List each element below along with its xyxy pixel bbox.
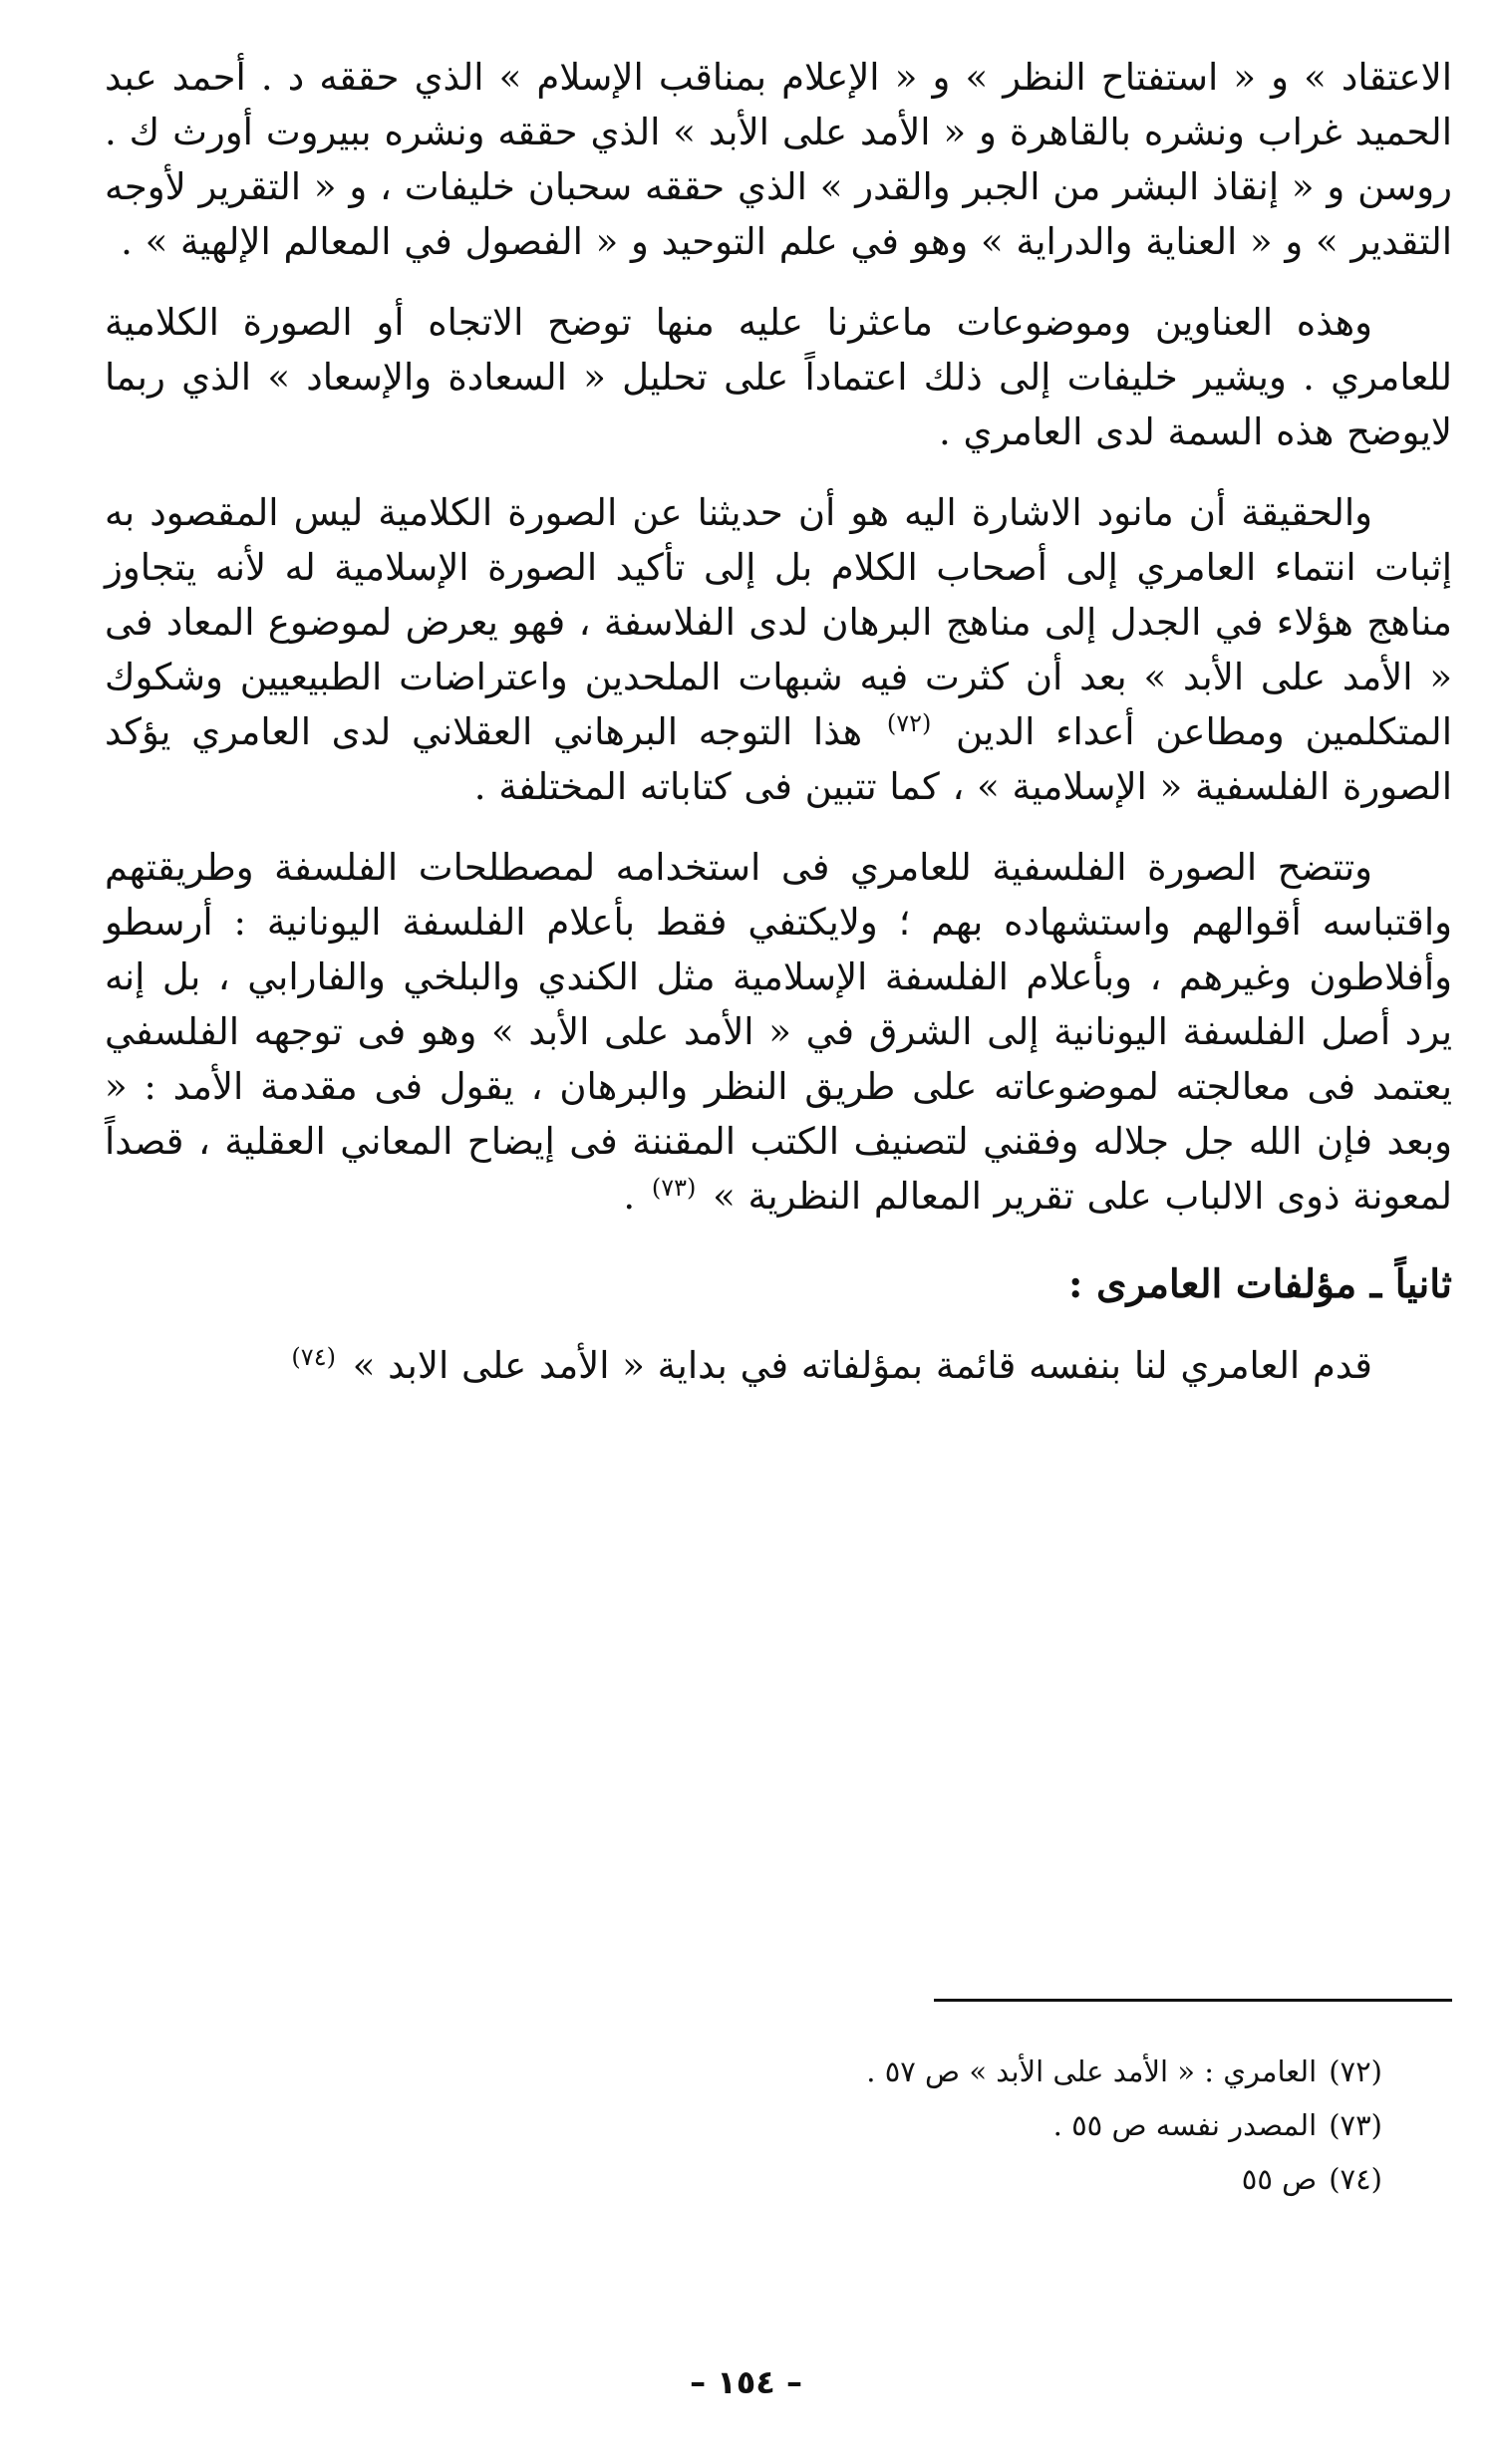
footnotes <box>525 2045 1382 2206</box>
footnote-73 <box>525 2098 1382 2152</box>
footnote-number: (٧٢) <box>1329 2054 1382 2088</box>
paragraph-5-text: قدم العامري لنا بنفسه قائمة بمؤلفاته في بداية « الأمد على الابد » <box>352 1344 1372 1387</box>
footnote-text: ص ٥٥ <box>1241 2162 1318 2196</box>
note-ref-72[interactable]: (٧٢) <box>886 708 932 737</box>
paragraph-3-text-b: هذا التوجه البرهاني العقلاني لدى العامري يؤكد الصورة الفلسفية « الإسلامية » ، كما تتبين فى كتاباته المختلفة . <box>105 710 1452 808</box>
page-body <box>105 50 1452 1419</box>
paragraph-1-text: الاعتقاد » و « استفتاح النظر » و « الإعلام بمناقب الإسلام » الذي حققه د . أحمد عبد الحميد غراب ونشره بالقاهرة و « الأمد على الأبد » الذي حققه ونشره ببيروت أورث ك . روسن و « إنقاذ البشر من الجبر والقدر » الذي حققه سحبان خليفات ، و « التقرير لأوجه التقدير » و « العناية والدراية » وهو في علم التوحيد و « الفصول في المعالم الإلهية » . <box>105 56 1452 263</box>
note-ref-73[interactable]: (٧٣) <box>651 1173 697 1202</box>
paragraph-3-text-a: والحقيقة أن مانود الاشارة اليه هو أن حديثنا عن الصورة الكلامية ليس المقصود به إثبات انتماء العامري إلى أصحاب الكلام بل إلى تأكيد الصورة الإسلامية له لأنه يتجاوز مناهج هؤلاء في الجدل إلى مناهج البرهان لدى الفلاسفة ، فهو يعرض لموضوع المعاد فى « الأمد على الأبد » بعد أن كثرت فيه شبهات الملحدين واعتراضات الطبيعيين وشكوك المتكلمين ومطاعن أعداء الدين <box>105 491 1452 753</box>
paragraph-5 <box>105 1338 1452 1393</box>
paragraph-2 <box>105 295 1452 459</box>
paragraph-4 <box>105 840 1452 1224</box>
footnote-divider <box>934 1999 1452 2002</box>
footnote-text: المصدر نفسه ص ٥٥ . <box>1052 2108 1318 2142</box>
page-number: – ١٥٤ – <box>690 2363 802 2401</box>
paragraph-4-end: . <box>623 1175 636 1218</box>
paragraph-2-text: وهذه العناوين وموضوعات ماعثرنا عليه منها توضح الاتجاه أو الصورة الكلامية للعامري . ويشير خليفات إلى ذلك اعتماداً على تحليل « السعادة والإسعاد » الذي ربما لايوضح هذه السمة لدى العامري . <box>105 301 1452 453</box>
footnote-text: العامري : « الأمد على الأبد » ص ٥٧ . <box>866 2054 1318 2088</box>
paragraph-3 <box>105 485 1452 814</box>
footnote-number: (٧٤) <box>1329 2162 1382 2196</box>
section-heading: ثانياً ـ مؤلفات العامرى : <box>1068 1261 1452 1307</box>
paragraph-1 <box>105 50 1452 269</box>
footnote-72 <box>525 2045 1382 2098</box>
paragraph-4-text: وتتضح الصورة الفلسفية للعامري فى استخدامه لمصطلحات الفلسفة وطريقتهم واقتباسه أقوالهم واستشهاده بهم ؛ ولايكتفي فقط بأعلام الفلسفة اليونانية : أرسطو وأفلاطون وغيرهم ، وبأعلام الفلسفة الإسلامية مثل الكندي والبلخي والفارابي ، بل إنه يرد أصل الفلسفة اليونانية إلى الشرق في « الأمد على الأبد » وهو فى توجهه الفلسفي يعتمد فى معالجته لموضوعاته على طريق النظر والبرهان ، يقول فى مقدمة الأمد : « وبعد فإن الله جل جلاله وفقني لتصنيف الكتب المقننة فى إيضاح المعاني العقلية ، قصداً لمعونة ذوى الالباب على تقرير المعالم النظرية » <box>105 846 1452 1218</box>
footnote-number: (٧٣) <box>1329 2108 1382 2142</box>
note-ref-74[interactable]: (٧٤) <box>291 1342 336 1371</box>
footnote-74 <box>525 2152 1382 2206</box>
